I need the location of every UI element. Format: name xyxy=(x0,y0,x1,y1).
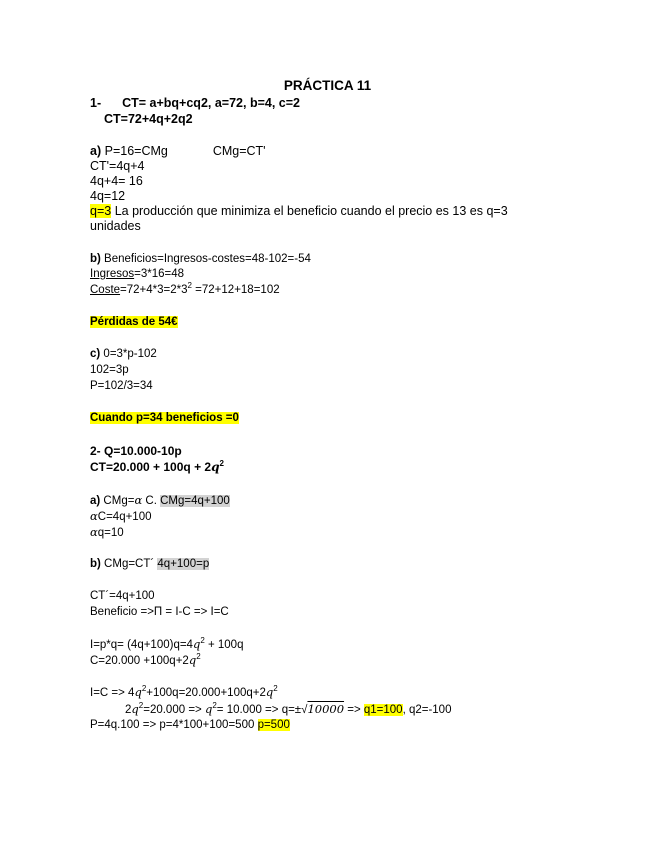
p1a-marginal-cost-def: CMg=CT' xyxy=(212,144,266,158)
p2b-eq-text-1: I=C => 4 xyxy=(90,687,135,699)
p2b-condition-highlight: 4q+100=p xyxy=(157,558,210,570)
p2a-answer-highlight: CMg=4q+100 xyxy=(160,495,230,507)
p2a-label: a) xyxy=(90,495,101,507)
p1a-line-1 xyxy=(90,143,266,159)
p2b-q1-highlight: q1=100 xyxy=(363,704,403,716)
p2b-solve-text-2: =20.000 => xyxy=(143,704,205,716)
p1c-equation: 0=3*p-102 xyxy=(100,348,157,360)
p2a-alpha-2: α xyxy=(90,509,98,523)
p2b-solve-exp-1: 2 xyxy=(138,701,144,711)
p2b-price-highlight: p=500 xyxy=(257,719,290,731)
p1c-answer-line xyxy=(90,410,239,426)
p2b-cost-exponent: 2 xyxy=(196,652,201,662)
p2b-line-7 xyxy=(125,701,451,718)
p1b-benefits: Beneficios=Ingresos-costes=48-102=-54 xyxy=(100,253,311,265)
p1a-price-condition: P=16=CMg xyxy=(104,144,168,158)
p2b-income-exponent: 2 xyxy=(200,636,205,646)
p2b-solve-text-4: => xyxy=(344,704,364,716)
problem-1-cost-substituted: CT=72+4q+2q2 xyxy=(104,112,193,126)
p1a-line-2: CT'=4q+4 xyxy=(90,159,145,173)
p2b-cmg: CMg=CT´ xyxy=(100,558,158,570)
page-title: PRÁCTICA 11 xyxy=(283,78,372,93)
p2a-alpha-3: α xyxy=(90,525,98,539)
p2a-alpha-1: α xyxy=(134,493,143,507)
p2a-line-3-text: q=10 xyxy=(97,527,124,539)
p1b-line-1 xyxy=(90,251,311,267)
problem-2-cost-text: CT=20.000 + 100q + 2 xyxy=(90,460,212,474)
p1c-label: c) xyxy=(90,348,101,360)
p2a-line-2 xyxy=(90,508,152,525)
p2b-solve-q-1: q xyxy=(131,702,139,716)
p1b-income-value: =3*16=48 xyxy=(134,268,184,280)
p1b-answer-line xyxy=(90,314,178,330)
p1a-answer-highlight: q=3 xyxy=(90,204,112,218)
p1a-line-3: 4q+4= 16 xyxy=(90,174,143,188)
p2a-line-1 xyxy=(90,492,230,509)
p2a-line-2-text: C=4q+100 xyxy=(97,511,152,523)
p1b-cost-value-1: =72+4*3=2*3 xyxy=(120,284,188,296)
p1a-answer-text-cont: unidades xyxy=(90,219,141,233)
p2b-solve-text-3: = 10.000 => q=± xyxy=(216,704,302,716)
p2b-line-1 xyxy=(90,556,209,572)
p2b-solve-q-2: q xyxy=(204,702,213,716)
p2b-line-6 xyxy=(90,684,278,701)
sqrt-radicand: 10000 xyxy=(307,702,345,716)
p1b-answer-highlight: Pérdidas de 54€ xyxy=(90,316,178,328)
p2b-eq-exp-1: 2 xyxy=(141,684,147,694)
p2b-label: b) xyxy=(90,558,101,570)
problem-2-cost-exponent: 2 xyxy=(219,459,224,468)
p2a-line-3 xyxy=(90,524,124,541)
p1b-income-label: Ingresos xyxy=(90,268,135,280)
p1a-answer-line xyxy=(90,203,508,219)
p2b-cost-q: q xyxy=(188,653,197,667)
p2a-c-dot: C. xyxy=(142,495,161,507)
p1b-cost-exponent: 2 xyxy=(187,281,192,291)
p1c-line-2: 102=3p xyxy=(90,364,129,376)
p2b-solve-text-1: 2 xyxy=(125,704,132,716)
p2b-income-q: q xyxy=(192,637,201,651)
sqrt-symbol: √ xyxy=(301,704,308,716)
problem-1-cost-equation: CT= a+bq+cq2, a=72, b=4, c=2 xyxy=(122,96,300,110)
p1b-label: b) xyxy=(90,253,101,265)
problem-1-header xyxy=(90,95,300,111)
p1c-line-3: P=102/3=34 xyxy=(90,380,153,392)
p2b-solve-text-5: , q2=-100 xyxy=(402,704,452,716)
problem-2-demand: 2- Q=10.000-10p xyxy=(90,444,182,458)
p2b-line-5 xyxy=(90,652,201,669)
p2b-line-2: CT´=4q+100 xyxy=(90,590,155,602)
problem-1-number: 1- xyxy=(90,96,102,110)
p2b-income-text: I=p*q= (4q+100)q=4 xyxy=(90,639,193,651)
p2b-solve-exp-2: 2 xyxy=(212,701,217,711)
p2b-line-4 xyxy=(90,636,243,653)
p1a-line-4: 4q=12 xyxy=(90,189,126,203)
p2b-cost-text: C=20.000 +100q+2 xyxy=(90,655,189,667)
p2b-line-8 xyxy=(90,717,290,733)
p1a-answer-text: La producción que minimiza el beneficio cuando el precio es 13 es q=3 xyxy=(111,204,508,218)
p2b-eq-q-2: q xyxy=(265,685,274,699)
p2b-eq-q-1: q xyxy=(134,685,142,699)
p2b-eq-text-2: +100q=20.000+100q+2 xyxy=(146,687,266,699)
p2b-income-text-2: + 100q xyxy=(204,639,244,651)
problem-2-cost xyxy=(90,459,224,475)
p1b-line-3 xyxy=(90,282,280,298)
p1b-cost-label: Coste xyxy=(90,284,121,296)
p2b-price-text: P=4q.100 => p=4*100+100=500 xyxy=(90,719,258,731)
p1a-label: a) xyxy=(90,144,102,158)
p2a-cmg: CMg= xyxy=(100,495,135,507)
p1b-cost-value-2: =72+12+18=102 xyxy=(191,284,280,296)
problem-2-cost-q: q xyxy=(211,460,220,474)
p1b-line-2 xyxy=(90,266,184,282)
p1c-answer-highlight: Cuando p=34 beneficios =0 xyxy=(90,412,239,424)
p1c-line-1 xyxy=(90,346,157,362)
p2b-eq-exp-2: 2 xyxy=(273,684,278,694)
p2b-line-3: Beneficio =>Π = I-C => I=C xyxy=(90,606,229,618)
